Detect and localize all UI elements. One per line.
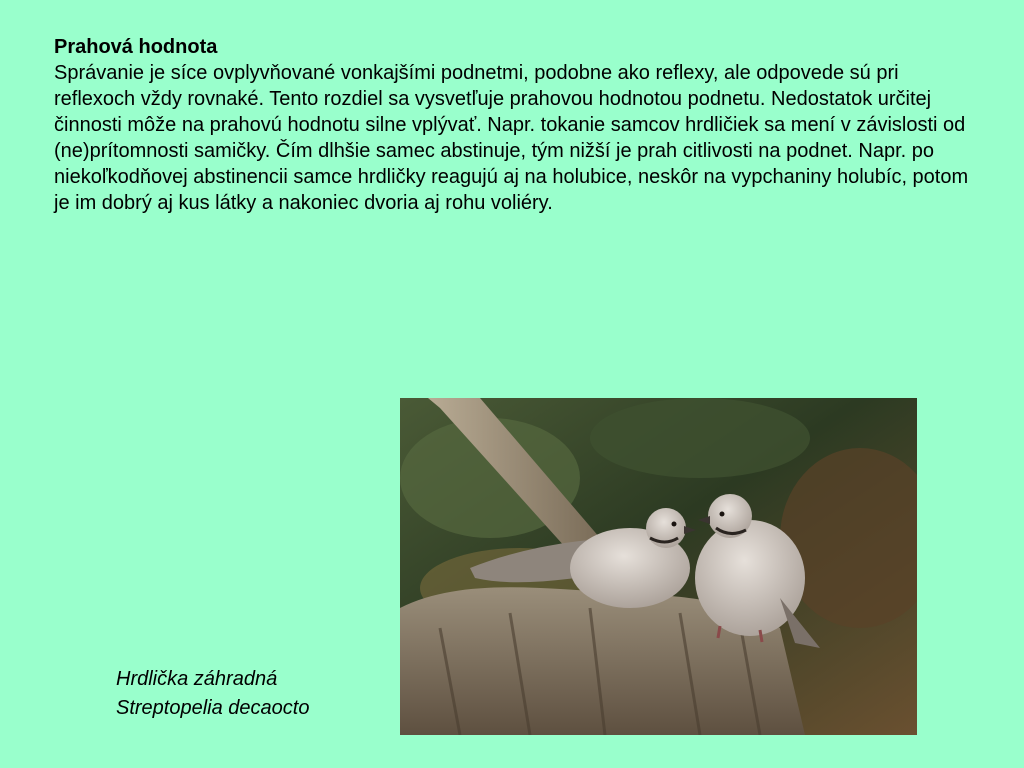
slide-heading: Prahová hodnota (54, 36, 218, 58)
photo-caption (116, 665, 309, 723)
slide-body: Správanie je síce ovplyvňované vonkajšími podnetmi, podobne ako reflexy, ale odpovede sú pri reflexoch vždy rovnaké. Tento rozdiel sa vysvetľuje prahovou hodnotou podnetu. Nedostatok určitej činnosti môže na prahovú hodnotu silne vplývať. Napr. tokanie samcov hrdličiek sa mení v závislosti od (ne)prítomnosti samičky. Čím dlhšie samec abstinuje, tým nižší je prah citlivosti na podnet. Napr. po niekoľkodňovej abstinencii samce hrdličky reagujú aj na holubice, neskôr na vypchaniny holubíc, potom je im dobrý aj kus látky a nakoniec dvoria aj rohu voliéry. (54, 62, 969, 214)
dove-photo (400, 398, 917, 735)
caption-latin-name: Streptopelia decaocto (116, 697, 310, 719)
slide-text (54, 34, 984, 216)
caption-common-name: Hrdlička záhradná (116, 668, 278, 690)
